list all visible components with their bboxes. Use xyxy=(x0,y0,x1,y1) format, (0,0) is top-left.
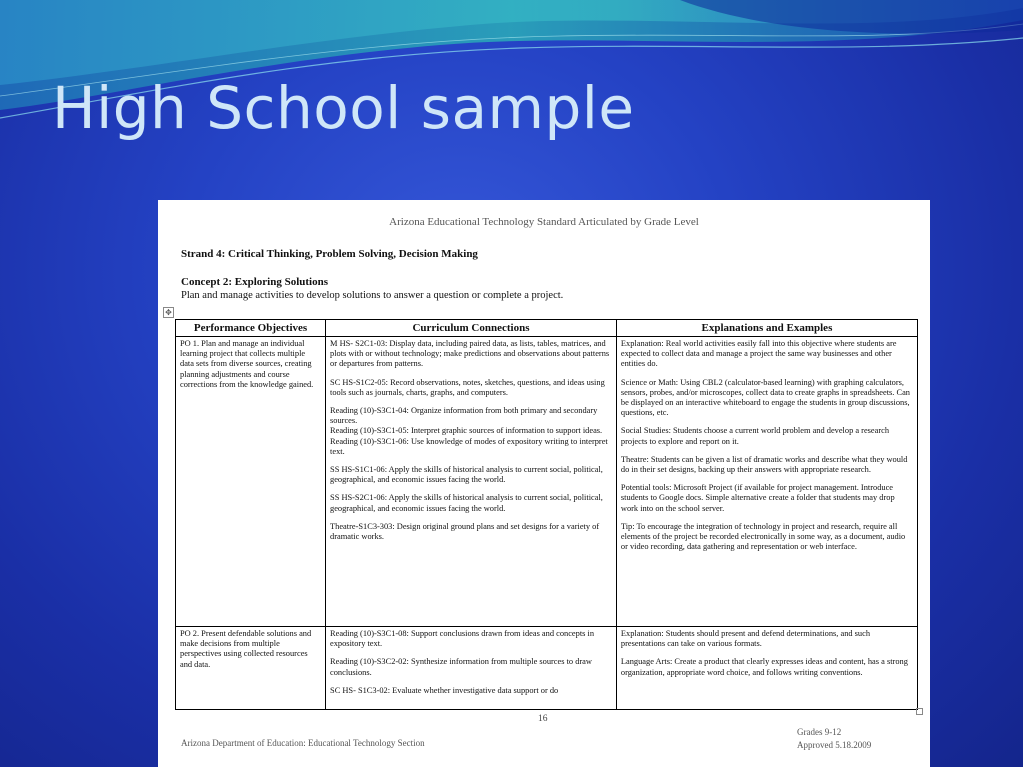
table-move-handle-icon[interactable]: ✥ xyxy=(163,307,174,318)
header-performance-objectives: Performance Objectives xyxy=(176,320,326,337)
connection-item: Reading (10)-S3C1-04: Organize information from both primary and secondary sources. xyxy=(330,406,598,426)
connection-item: SS HS-S1C1-06: Apply the skills of historical analysis to current social, political, geographical, and economic issues facing the world. xyxy=(330,465,603,485)
embedded-document xyxy=(158,200,930,767)
table-resize-handle-icon[interactable] xyxy=(916,708,923,715)
example-item: Explanation: Students should present and defend determinations, and such presentations can take on various formats. xyxy=(620,629,871,649)
objective-cell xyxy=(176,627,326,710)
slide-title: High School sample xyxy=(52,74,635,142)
header-curriculum-connections: Curriculum Connections xyxy=(326,320,617,337)
table-row xyxy=(176,337,918,627)
concept-heading: Concept 2: Exploring Solutions xyxy=(181,276,328,288)
objective-cell xyxy=(176,337,326,627)
examples-cell xyxy=(616,627,917,710)
grade-approval-note xyxy=(797,726,871,752)
connection-item: M HS- S2C1-03: Display data, including paired data, as lists, tables, matrices, and plots with or without technology; make predictions and observations about patterns or departures from patterns. xyxy=(330,339,610,369)
example-item: Potential tools: Microsoft Project (if available for project management. Introduce students to Google docs. Simple alternative create a folder that students may drop work into on the school server. xyxy=(620,483,895,513)
table-row xyxy=(176,627,918,710)
example-item: Tip: To encourage the integration of technology in project and research, require all elements of the project be recorded electronically in some way, as a document, audio or video recording, data gathering and representation or web interface. xyxy=(620,521,906,552)
document-header: Arizona Educational Technology Standard Articulated by Grade Level xyxy=(389,216,699,228)
examples-cell xyxy=(616,337,917,627)
example-item: Theatre: Students can be given a list of dramatic works and describe what they would do in their set designs, backing up their answers with appropriate research. xyxy=(620,454,908,475)
page-number: 16 xyxy=(538,714,548,724)
document-footer: Arizona Department of Education: Educational Technology Section xyxy=(181,738,425,748)
strand-heading: Strand 4: Critical Thinking, Problem Solving, Decision Making xyxy=(181,248,478,260)
objective-text: PO 2. Present defendable solutions and make decisions from multiple perspectives using collected resources and data. xyxy=(180,629,312,669)
example-item: Science or Math: Using CBL2 (calculator-based learning) with graphing calculators, sensors, probes, and/or microscopes, collect data to create graphs in spreadsheets. Can be displayed on an interactive whiteboard to engage the students in group discussions, questions, etc. xyxy=(620,377,910,418)
connection-item: Reading (10)-S3C1-08: Support conclusions drawn from ideas and concepts in expository text. xyxy=(330,629,595,649)
connections-cell xyxy=(326,337,617,627)
grades-label: Grades 9-12 xyxy=(797,727,842,737)
objectives-table xyxy=(175,319,918,710)
connections-cell xyxy=(326,627,617,710)
objective-text: PO 1. Plan and manage an individual learning project that collects multiple data sets from diverse sources, creating planning adjustments and course corrections from the knowledge gained. xyxy=(180,339,314,389)
connection-item: Reading (10)-S3C1-05: Interpret graphic sources of information to support ideas. Reading (10)-S3C1-06: Use knowledge of modes of expository writing to interpret text. xyxy=(330,426,608,456)
connection-item: SC HS- S1C3-02: Evaluate whether investigative data support or do xyxy=(330,685,559,695)
example-item: Social Studies: Students choose a current world problem and develop a research projects to explore and report on it. xyxy=(620,426,890,446)
concept-description: Plan and manage activities to develop solutions to answer a question or complete a project. xyxy=(181,290,564,301)
connection-item: SS HS-S2C1-06: Apply the skills of historical analysis to current social, political, geographical, and economic issues facing the world. xyxy=(330,493,603,513)
example-item: Language Arts: Create a product that clearly expresses ideas and content, has a strong organization, appropriate word choice, and follows writing conventions. xyxy=(620,657,908,677)
approved-date: Approved 5.18.2009 xyxy=(797,740,872,750)
connection-item: Reading (10)-S3C2-02: Synthesize information from multiple sources to draw conclusions. xyxy=(330,657,592,677)
table-header-row xyxy=(176,320,918,337)
connection-item: Theatre-S1C3-303: Design original ground plans and set designs for a variety of dramatic works. xyxy=(330,521,600,542)
connection-item: SC HS-S1C2-05: Record observations, notes, sketches, questions, and ideas using tools such as journals, charts, graphs, and computers. xyxy=(330,377,605,397)
example-item: Explanation: Real world activities easily fall into this objective where students are expected to collect data and manage a project the same way businesses and other entities do. xyxy=(620,339,897,369)
header-explanations-examples: Explanations and Examples xyxy=(616,320,917,337)
